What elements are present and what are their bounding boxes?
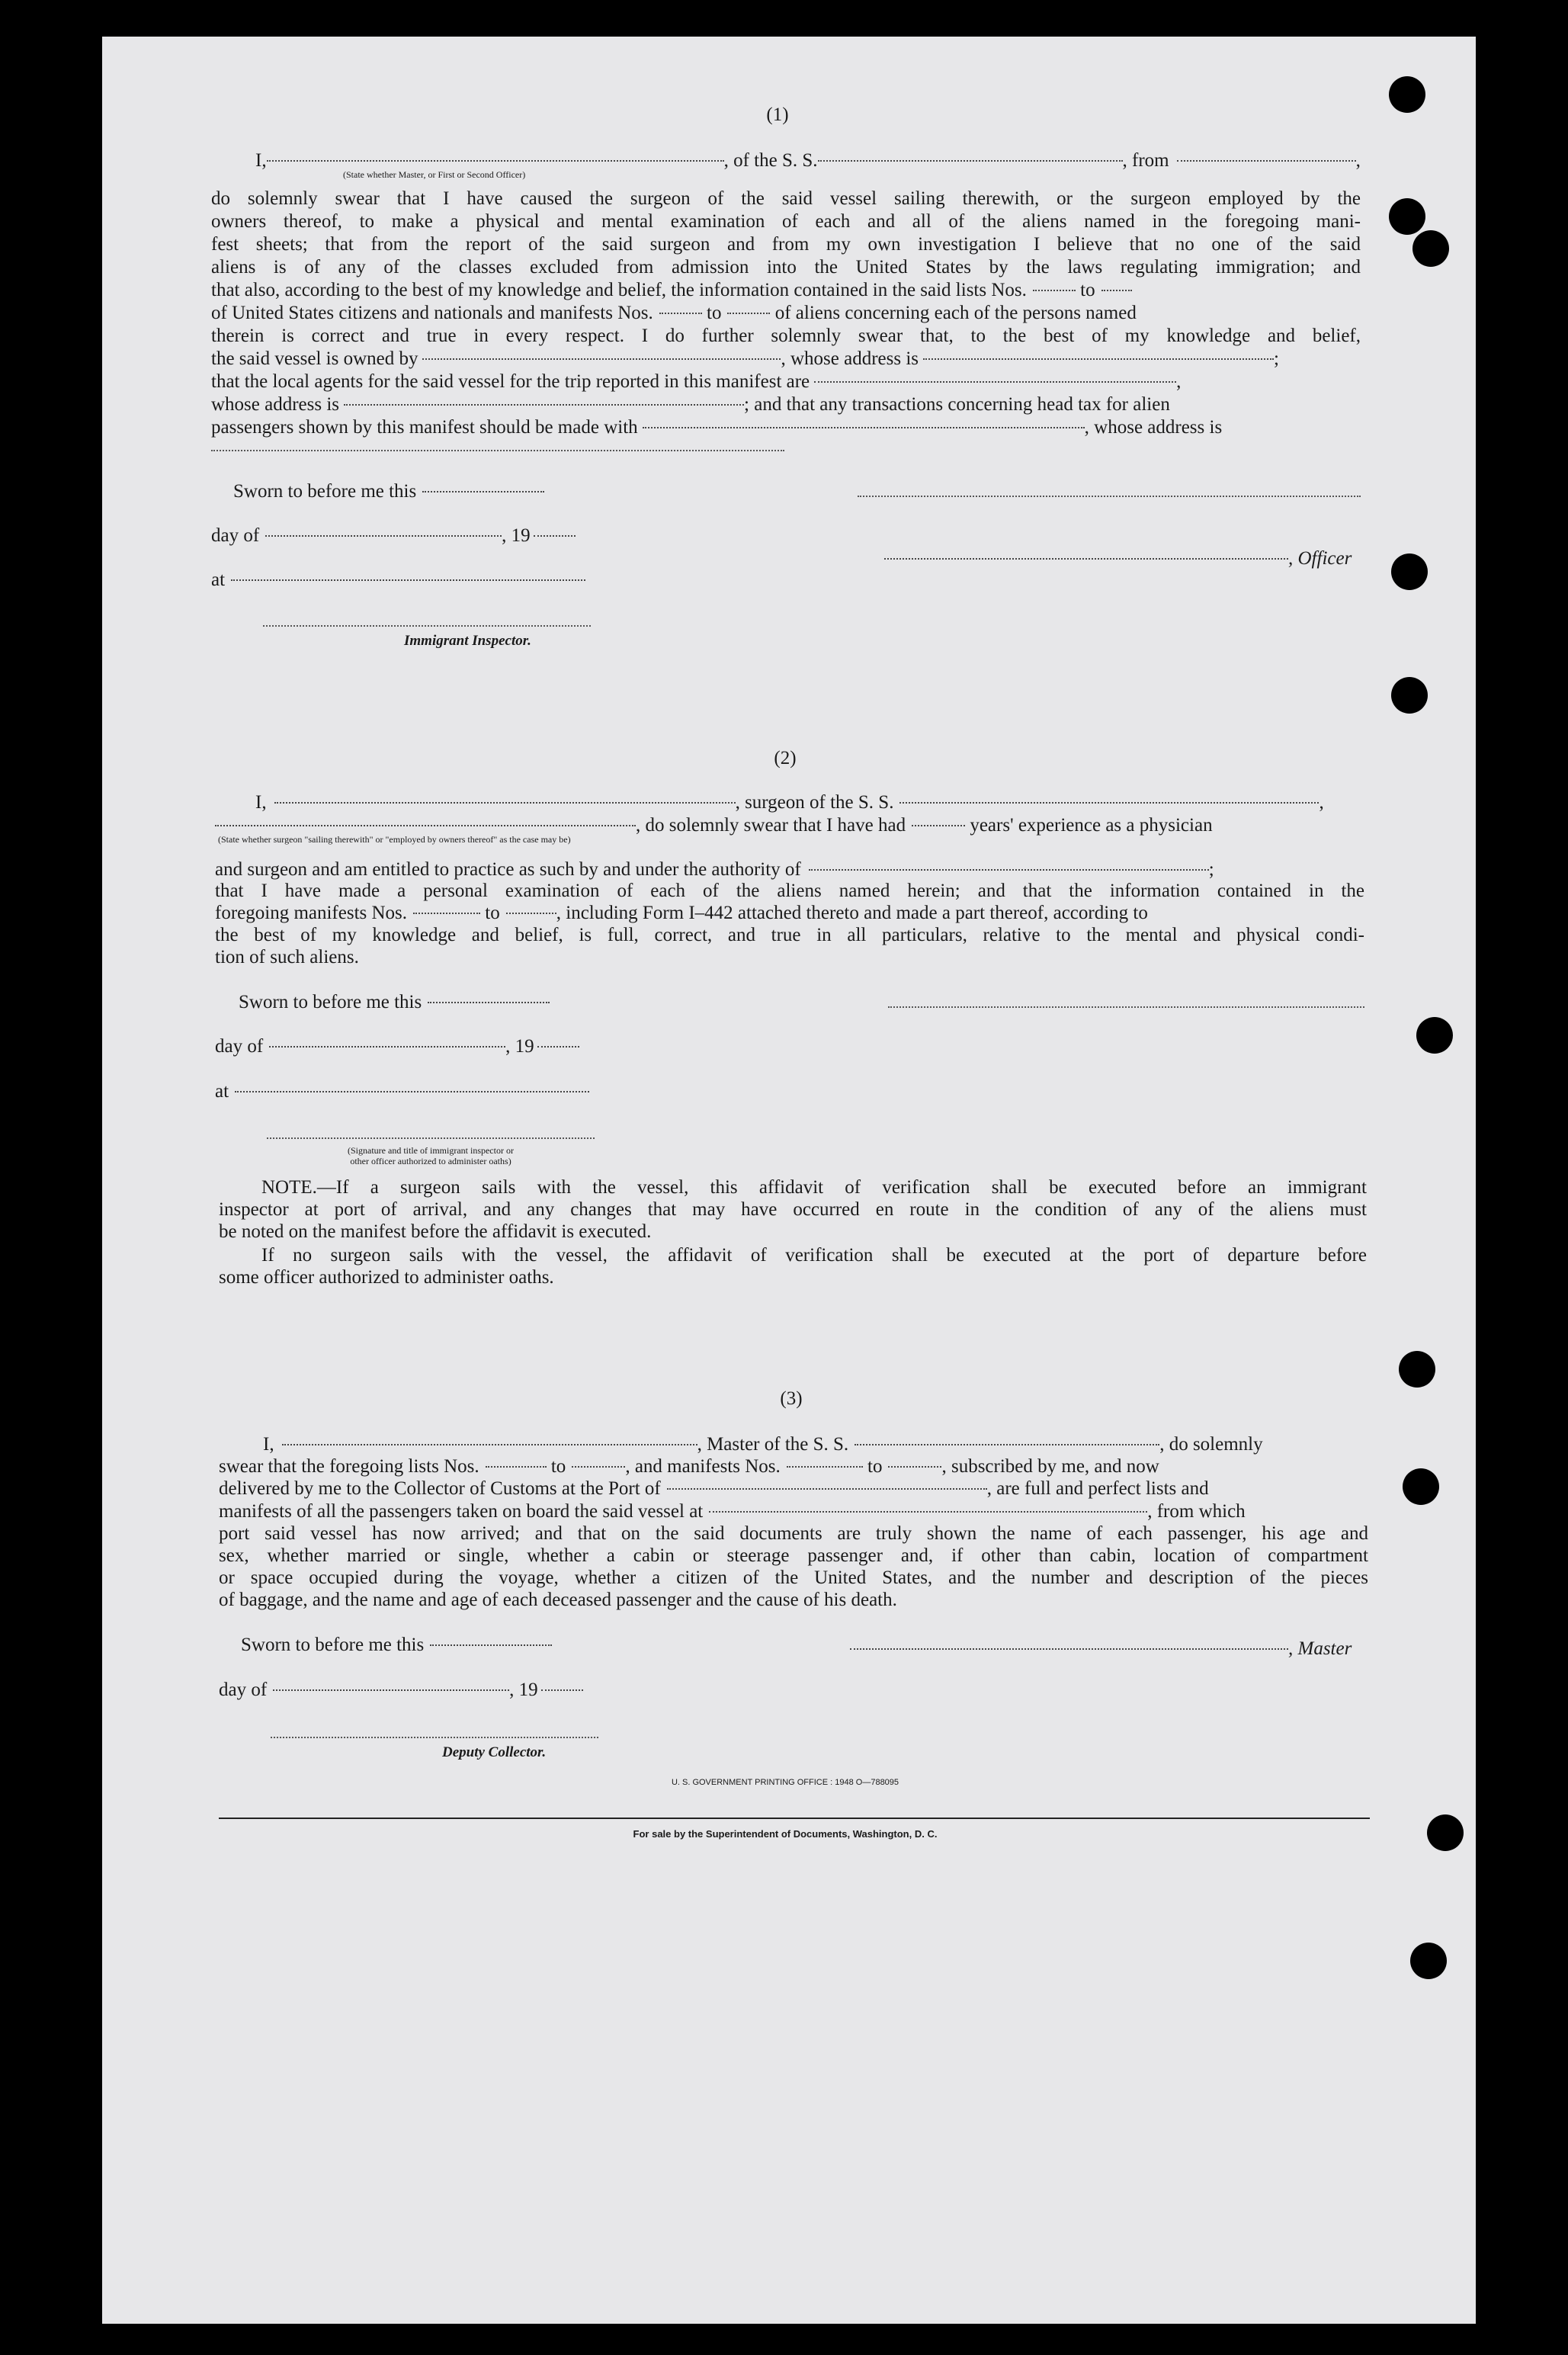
sale-notice: For sale by the Superintendent of Documents, Washington, D. C. — [633, 1828, 938, 1840]
punch-hole — [1412, 230, 1449, 267]
paragraph-line: that I have made a personal examination of each of the aliens named herein; and that the information contained in the — [215, 881, 1364, 901]
oath-line — [263, 1433, 1263, 1456]
section-number: (1) — [766, 104, 789, 125]
text: to — [485, 903, 500, 923]
paragraph-line — [211, 302, 1137, 325]
text: ; — [1208, 859, 1214, 880]
punch-hole — [1391, 553, 1428, 590]
at-line — [215, 1080, 589, 1103]
text: Sworn to before me this — [239, 992, 422, 1012]
text: , including Form I–442 attached thereto and made a part thereof, according to — [556, 903, 1148, 923]
punch-hole — [1416, 1017, 1453, 1054]
text: , — [1355, 150, 1361, 171]
day-line — [215, 1035, 579, 1058]
text: day of — [215, 1036, 264, 1057]
text: , of the S. S. — [723, 150, 818, 171]
paragraph-line: of baggage, and the name and age of each deceased passenger and the cause of his death. — [219, 1590, 897, 1610]
text: I, — [255, 150, 267, 171]
day-line — [211, 525, 576, 547]
text: , whose address is — [781, 348, 919, 369]
master-line — [850, 1638, 1352, 1660]
text: , 19 — [509, 1680, 538, 1700]
paragraph-line: or space occupied during the voyage, whether a citizen of the United States, and the number and description of the pieces — [219, 1567, 1368, 1588]
paragraph-line — [211, 348, 1279, 371]
signature-line — [888, 1006, 1364, 1008]
note-line: be noted on the manifest before the affidavit is executed. — [219, 1221, 652, 1242]
text: Sworn to before me this — [241, 1635, 425, 1655]
paragraph-line: fest sheets; that from the report of the said surgeon and from my own investigation I believe that no one of the said — [211, 234, 1361, 255]
text: of United States citizens and nationals and manifests Nos. — [211, 303, 653, 323]
section-number: (3) — [780, 1388, 803, 1409]
text: , are full and perfect lists and — [986, 1478, 1209, 1499]
paragraph-line: do solemnly swear that I have caused the surgeon of the said vessel sailing therewith, or the surgeon employed by the — [211, 188, 1361, 209]
text: other officer authorized to administer oaths) — [350, 1156, 511, 1166]
text: , — [1319, 792, 1324, 813]
punch-hole — [1389, 198, 1425, 235]
paragraph-line: the best of my knowledge and belief, is full, correct, and true in all particulars, relative to the mental and physical condi- — [215, 925, 1364, 945]
paragraph-line — [219, 1477, 1209, 1500]
text: at — [211, 569, 226, 590]
paragraph-line: sex, whether married or single, whether a cabin or steerage passenger and, if other than cabin, location of compartment — [219, 1545, 1368, 1566]
text: delivered by me to the Collector of Customs at the Port of — [219, 1478, 661, 1499]
paragraph-line: aliens is of any of the classes excluded from admission into the United States by the laws regulating immigration; and — [211, 257, 1361, 278]
text: manifests of all the passengers taken on board the said vessel at — [219, 1501, 704, 1522]
text: ; — [1274, 348, 1279, 369]
text: , Master of the S. S. — [697, 1434, 849, 1455]
day-line — [219, 1679, 583, 1702]
text: , do solemnly — [1159, 1434, 1263, 1455]
sworn-label — [239, 991, 550, 1014]
signature-caption: Deputy Collector. — [442, 1744, 547, 1760]
note-line: NOTE.—If a surgeon sails with the vessel, this affidavit of verification shall be executed before an immigrant — [261, 1177, 1367, 1198]
signature-line — [271, 1737, 598, 1738]
paragraph-line — [219, 1500, 1246, 1523]
note-line: inspector at port of arrival, and any changes that may have occurred en route in the condition of any of the aliens must — [219, 1199, 1367, 1220]
text: , and manifests Nos. — [625, 1456, 781, 1477]
section-number: (2) — [774, 748, 797, 768]
text: to — [707, 303, 722, 323]
text: to — [550, 1456, 566, 1477]
paragraph-line — [211, 279, 1132, 302]
oath-line — [255, 791, 1324, 814]
punch-hole — [1410, 1943, 1447, 1979]
punch-hole — [1403, 1468, 1439, 1505]
paragraph-line — [215, 858, 1214, 881]
at-line — [211, 569, 585, 592]
text: , surgeon of the S. S. — [735, 792, 894, 813]
paragraph-line — [219, 1455, 1159, 1478]
sworn-label — [233, 480, 544, 503]
text: , Master — [1288, 1638, 1352, 1659]
officer-line — [884, 547, 1352, 570]
text: of aliens concerning each of the persons named — [774, 303, 1137, 323]
paragraph-line — [211, 416, 1222, 439]
paragraph-line: tion of such aliens. — [215, 947, 359, 967]
text: , from — [1122, 150, 1169, 171]
signature-line — [858, 496, 1361, 497]
text: , 19 — [502, 525, 531, 546]
paragraph-line — [215, 902, 1148, 925]
text: , Officer — [1288, 548, 1352, 569]
text: swear that the foregoing lists Nos. — [219, 1456, 479, 1477]
text: , do solemnly swear that I have had — [636, 815, 906, 836]
blank-line — [211, 450, 784, 451]
sworn-label — [241, 1634, 552, 1657]
text: years' experience as a physician — [970, 815, 1213, 836]
paragraph-line: therein is correct and true in every respect. I do further solemnly swear that, to the best of my knowledge and belief, — [211, 326, 1361, 346]
signature-caption: Immigrant Inspector. — [404, 633, 531, 649]
text: I, — [263, 1434, 274, 1455]
text: to — [867, 1456, 883, 1477]
text: to — [1080, 280, 1095, 300]
field-caption: (State whether surgeon "sailing therewith" or "employed by owners thereof" as the case may be) — [218, 834, 571, 845]
text: , whose address is — [1084, 417, 1223, 438]
text: ; and that any transactions concerning head tax for alien — [744, 394, 1170, 415]
text: passengers shown by this manifest should be made with — [211, 417, 638, 438]
text: the said vessel is owned by — [211, 348, 418, 369]
text: at — [215, 1081, 229, 1102]
punch-hole — [1427, 1814, 1464, 1851]
text: (Signature and title of immigrant inspector or — [348, 1145, 514, 1156]
text: Sworn to before me this — [233, 481, 417, 502]
punch-hole — [1399, 1351, 1435, 1388]
text: day of — [211, 525, 260, 546]
signature-line — [267, 1137, 595, 1139]
paragraph-line: owners thereof, to make a physical and mental examination of each and all of the aliens named in the foregoing mani- — [211, 211, 1361, 232]
paragraph-line — [211, 393, 1170, 416]
punch-hole — [1389, 76, 1425, 113]
paragraph-line — [211, 371, 1181, 393]
divider — [219, 1818, 1370, 1819]
paragraph-line: port said vessel has now arrived; and that on the said documents are truly shown the name of each passenger, his age and — [219, 1523, 1368, 1544]
text: whose address is — [211, 394, 340, 415]
text: and surgeon and am entitled to practice as such by and under the authority of — [215, 859, 801, 880]
text: that also, according to the best of my knowledge and belief, the information contained in the said lists Nos. — [211, 280, 1027, 300]
text: day of — [219, 1680, 268, 1700]
printer-imprint: U. S. GOVERNMENT PRINTING OFFICE : 1948 O—788095 — [671, 1778, 899, 1787]
text: that the local agents for the said vessel for the trip reported in this manifest are — [211, 371, 810, 392]
text: , from which — [1147, 1501, 1246, 1522]
note-line: some officer authorized to administer oaths. — [219, 1267, 554, 1288]
text: , subscribed by me, and now — [941, 1456, 1159, 1477]
signature-line — [263, 625, 591, 627]
text: , 19 — [505, 1036, 534, 1057]
text: I, — [255, 792, 267, 813]
punch-hole — [1391, 677, 1428, 714]
field-caption: (State whether Master, or First or Second Officer) — [343, 169, 526, 180]
text: , — [1176, 371, 1182, 392]
note-line: If no surgeon sails with the vessel, the affidavit of verification shall be executed at the port of departure before — [261, 1245, 1367, 1266]
signature-caption — [267, 1145, 595, 1166]
text: foregoing manifests Nos. — [215, 903, 408, 923]
